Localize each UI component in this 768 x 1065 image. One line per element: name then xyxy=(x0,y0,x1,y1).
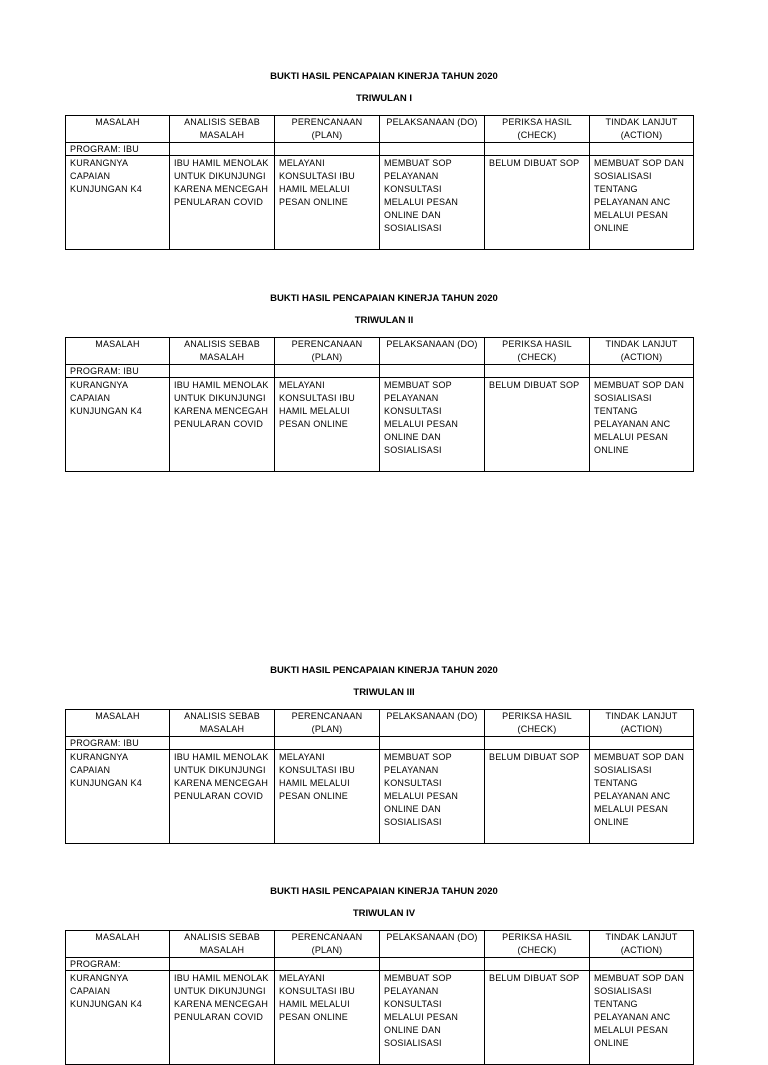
header-masalah: MASALAH xyxy=(66,710,170,737)
empty-cell xyxy=(485,958,590,971)
cell-masalah: KURANGNYA CAPAIAN KUNJUNGAN K4 xyxy=(66,378,170,472)
cell-perencanaan: MELAYANI KONSULTASI IBU HAMIL MELALUI PESAN ONLINE xyxy=(275,750,380,844)
empty-cell xyxy=(590,958,694,971)
header-perencanaan: PERENCANAAN (PLAN) xyxy=(275,710,380,737)
cell-perencanaan: MELAYANI KONSULTASI IBU HAMIL MELALUI PESAN ONLINE xyxy=(275,971,380,1065)
empty-cell xyxy=(590,737,694,750)
cell-masalah: KURANGNYA CAPAIAN KUNJUNGAN K4 xyxy=(66,156,170,250)
table-row xyxy=(66,971,694,1065)
empty-cell xyxy=(380,143,485,156)
cell-periksa: BELUM DIBUAT SOP xyxy=(485,750,590,844)
header-pelaksanaan: PELAKSANAAN (DO) xyxy=(380,338,485,365)
program-row xyxy=(66,143,694,156)
quarter-title: TRIWULAN I xyxy=(356,93,412,104)
cell-analisis: IBU HAMIL MENOLAK UNTUK DIKUNJUNGI KARENA MENCEGAH PENULARAN COVID xyxy=(170,378,275,472)
header-analisis: ANALISIS SEBAB MASALAH xyxy=(170,931,275,958)
empty-cell xyxy=(380,737,485,750)
cell-analisis: IBU HAMIL MENOLAK UNTUK DIKUNJUNGI KARENA MENCEGAH PENULARAN COVID xyxy=(170,971,275,1065)
header-pelaksanaan: PELAKSANAAN (DO) xyxy=(380,710,485,737)
empty-cell xyxy=(170,365,275,378)
quarter-title: TRIWULAN II xyxy=(354,315,414,326)
pdca-table xyxy=(65,337,694,472)
header-masalah: MASALAH xyxy=(66,338,170,365)
cell-analisis: IBU HAMIL MENOLAK UNTUK DIKUNJUNGI KARENA MENCEGAH PENULARAN COVID xyxy=(170,156,275,250)
empty-cell xyxy=(380,958,485,971)
header-periksa: PERIKSA HASIL (CHECK) xyxy=(485,338,590,365)
cell-masalah: KURANGNYA CAPAIAN KUNJUNGAN K4 xyxy=(66,971,170,1065)
table-row xyxy=(66,156,694,250)
empty-cell xyxy=(590,365,694,378)
table-row xyxy=(66,750,694,844)
cell-perencanaan: MELAYANI KONSULTASI IBU HAMIL MELALUI PESAN ONLINE xyxy=(275,378,380,472)
report-title: BUKTI HASIL PENCAPAIAN KINERJA TAHUN 2020 xyxy=(270,71,498,82)
header-analisis: ANALISIS SEBAB MASALAH xyxy=(170,710,275,737)
header-pelaksanaan: PELAKSANAAN (DO) xyxy=(380,116,485,143)
program-label: PROGRAM: IBU xyxy=(66,143,170,156)
quarter-title: TRIWULAN III xyxy=(353,687,415,698)
report-title: BUKTI HASIL PENCAPAIAN KINERJA TAHUN 2020 xyxy=(270,665,498,676)
empty-cell xyxy=(380,365,485,378)
header-periksa: PERIKSA HASIL (CHECK) xyxy=(485,931,590,958)
cell-tindak: MEMBUAT SOP DAN SOSIALISASI TENTANG PELAYANAN ANC MELALUI PESAN ONLINE xyxy=(590,971,694,1065)
program-label: PROGRAM: IBU xyxy=(66,737,170,750)
program-row xyxy=(66,365,694,378)
empty-cell xyxy=(275,737,380,750)
cell-periksa: BELUM DIBUAT SOP xyxy=(485,378,590,472)
table-row xyxy=(66,378,694,472)
header-analisis: ANALISIS SEBAB MASALAH xyxy=(170,338,275,365)
cell-pelaksanaan: MEMBUAT SOP PELAYANAN KONSULTASI MELALUI PESAN ONLINE DAN SOSIALISASI xyxy=(380,156,485,250)
header-perencanaan: PERENCANAAN (PLAN) xyxy=(275,931,380,958)
program-label: PROGRAM: xyxy=(66,958,170,971)
header-tindak: TINDAK LANJUT (ACTION) xyxy=(590,338,694,365)
cell-perencanaan: MELAYANI KONSULTASI IBU HAMIL MELALUI PESAN ONLINE xyxy=(275,156,380,250)
cell-analisis: IBU HAMIL MENOLAK UNTUK DIKUNJUNGI KARENA MENCEGAH PENULARAN COVID xyxy=(170,750,275,844)
header-pelaksanaan: PELAKSANAAN (DO) xyxy=(380,931,485,958)
pdca-table xyxy=(65,709,694,844)
empty-cell xyxy=(590,143,694,156)
cell-tindak: MEMBUAT SOP DAN SOSIALISASI TENTANG PELAYANAN ANC MELALUI PESAN ONLINE xyxy=(590,156,694,250)
empty-cell xyxy=(275,143,380,156)
table-header-row xyxy=(66,338,694,365)
cell-pelaksanaan: MEMBUAT SOP PELAYANAN KONSULTASI MELALUI PESAN ONLINE DAN SOSIALISASI xyxy=(380,971,485,1065)
program-label: PROGRAM: IBU xyxy=(66,365,170,378)
cell-periksa: BELUM DIBUAT SOP xyxy=(485,156,590,250)
cell-pelaksanaan: MEMBUAT SOP PELAYANAN KONSULTASI MELALUI PESAN ONLINE DAN SOSIALISASI xyxy=(380,750,485,844)
cell-periksa: BELUM DIBUAT SOP xyxy=(485,971,590,1065)
header-tindak: TINDAK LANJUT (ACTION) xyxy=(590,116,694,143)
quarter-title: TRIWULAN IV xyxy=(352,908,416,919)
pdca-table xyxy=(65,115,694,250)
header-perencanaan: PERENCANAAN (PLAN) xyxy=(275,116,380,143)
empty-cell xyxy=(170,958,275,971)
report-title: BUKTI HASIL PENCAPAIAN KINERJA TAHUN 2020 xyxy=(270,293,498,304)
table-header-row xyxy=(66,931,694,958)
report-title: BUKTI HASIL PENCAPAIAN KINERJA TAHUN 2020 xyxy=(270,886,498,897)
header-analisis: ANALISIS SEBAB MASALAH xyxy=(170,116,275,143)
header-masalah: MASALAH xyxy=(66,931,170,958)
empty-cell xyxy=(170,737,275,750)
empty-cell xyxy=(170,143,275,156)
pdca-table xyxy=(65,930,694,1065)
program-row xyxy=(66,737,694,750)
empty-cell xyxy=(275,958,380,971)
empty-cell xyxy=(485,365,590,378)
header-periksa: PERIKSA HASIL (CHECK) xyxy=(485,710,590,737)
program-row xyxy=(66,958,694,971)
cell-pelaksanaan: MEMBUAT SOP PELAYANAN KONSULTASI MELALUI PESAN ONLINE DAN SOSIALISASI xyxy=(380,378,485,472)
cell-masalah: KURANGNYA CAPAIAN KUNJUNGAN K4 xyxy=(66,750,170,844)
header-masalah: MASALAH xyxy=(66,116,170,143)
header-tindak: TINDAK LANJUT (ACTION) xyxy=(590,931,694,958)
empty-cell xyxy=(485,143,590,156)
empty-cell xyxy=(485,737,590,750)
header-periksa: PERIKSA HASIL (CHECK) xyxy=(485,116,590,143)
cell-tindak: MEMBUAT SOP DAN SOSIALISASI TENTANG PELAYANAN ANC MELALUI PESAN ONLINE xyxy=(590,378,694,472)
table-header-row xyxy=(66,116,694,143)
cell-tindak: MEMBUAT SOP DAN SOSIALISASI TENTANG PELAYANAN ANC MELALUI PESAN ONLINE xyxy=(590,750,694,844)
table-header-row xyxy=(66,710,694,737)
header-tindak: TINDAK LANJUT (ACTION) xyxy=(590,710,694,737)
header-perencanaan: PERENCANAAN (PLAN) xyxy=(275,338,380,365)
empty-cell xyxy=(275,365,380,378)
